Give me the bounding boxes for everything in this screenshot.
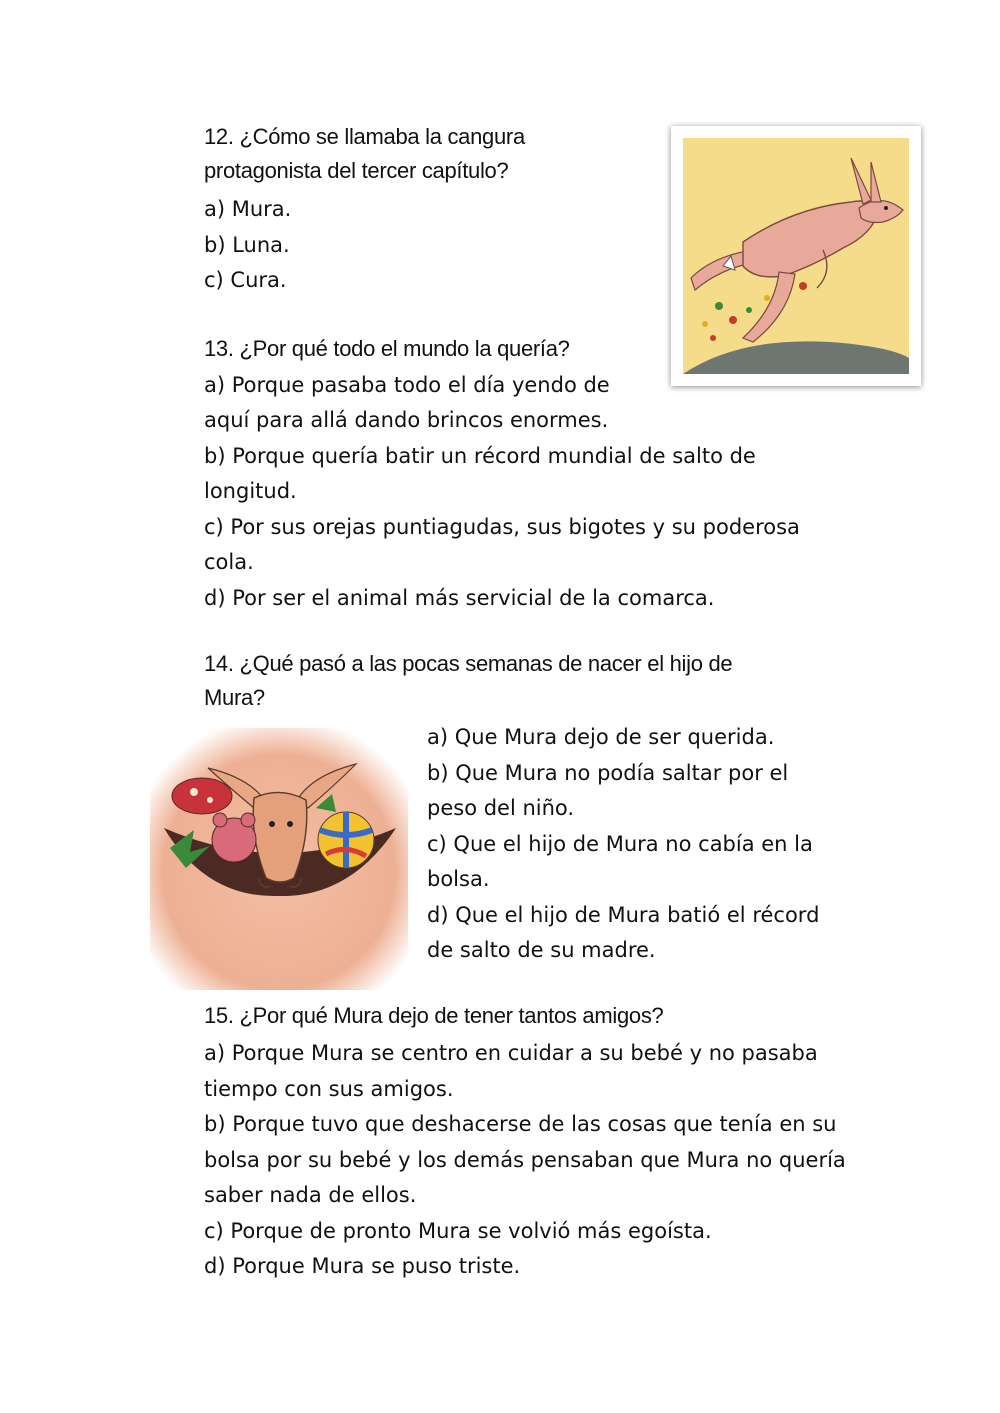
option-13-b[interactable]: b) Porque quería batir un récord mundial de salto de bbox=[204, 443, 756, 468]
option-13-d[interactable]: d) Por ser el animal más servicial de la comarca. bbox=[204, 585, 715, 610]
option-15-a-cont[interactable]: tiempo con sus amigos. bbox=[204, 1076, 454, 1101]
option-15-a[interactable]: a) Porque Mura se centro en cuidar a su bebé y no pasaba bbox=[204, 1041, 818, 1065]
option-15-b[interactable]: b) Porque tuvo que deshacerse de las cosas que tenía en su bbox=[204, 1112, 837, 1136]
question-15: 15. ¿Por qué Mura dejo de tener tantos amigos? bbox=[204, 1003, 664, 1028]
option-13-a[interactable]: a) Porque pasaba todo el día yendo de bbox=[204, 373, 610, 397]
option-14-c[interactable]: c) Que el hijo de Mura no cabía en la bbox=[427, 831, 813, 856]
question-13: 13. ¿Por qué todo el mundo la quería? bbox=[204, 336, 570, 361]
option-14-b-cont[interactable]: peso del niño. bbox=[427, 796, 575, 820]
option-14-c-cont[interactable]: bolsa. bbox=[427, 867, 490, 891]
option-12-a[interactable]: a) Mura. bbox=[204, 197, 292, 221]
question-14-line2: Mura? bbox=[204, 685, 265, 710]
kangaroo-jumping-image bbox=[671, 126, 921, 386]
kangaroo-illustration bbox=[683, 138, 909, 374]
pouch-illustration bbox=[150, 728, 408, 990]
option-15-b-cont[interactable]: bolsa por su bebé y los demás pensaban que Mura no quería bbox=[204, 1147, 846, 1172]
question-15-options bbox=[204, 1036, 854, 1285]
question-14-line1: 14. ¿Qué pasó a las pocas semanas de nacer el hijo de bbox=[204, 651, 733, 676]
question-14 bbox=[204, 647, 794, 715]
option-14-d-cont[interactable]: de salto de su madre. bbox=[427, 938, 656, 962]
option-12-c[interactable]: c) Cura. bbox=[204, 268, 287, 292]
question-12-options bbox=[204, 192, 291, 299]
question-13-options bbox=[204, 403, 804, 616]
question-14-options bbox=[427, 720, 857, 969]
question-12-line2: protagonista del tercer capítulo? bbox=[204, 158, 509, 183]
option-12-b[interactable]: b) Luna. bbox=[204, 232, 290, 257]
option-14-a[interactable]: a) Que Mura dejo de ser querida. bbox=[427, 725, 775, 749]
option-13-a-cont[interactable]: aquí para allá dando brincos enormes. bbox=[204, 408, 609, 432]
option-13-c[interactable]: c) Por sus orejas puntiagudas, sus bigotes y su poderosa bbox=[204, 514, 800, 539]
option-14-d[interactable]: d) Que el hijo de Mura batió el récord bbox=[427, 902, 820, 927]
kangaroo-pouch-image bbox=[150, 728, 408, 990]
option-15-c[interactable]: c) Porque de pronto Mura se volvió más egoísta. bbox=[204, 1218, 712, 1243]
option-13-b-cont[interactable]: longitud. bbox=[204, 479, 297, 503]
question-13-option-a-line1 bbox=[204, 368, 644, 404]
option-15-d[interactable]: d) Porque Mura se puso triste. bbox=[204, 1254, 521, 1278]
option-14-b[interactable]: b) Que Mura no podía saltar por el bbox=[427, 760, 789, 785]
option-15-b-cont2[interactable]: saber nada de ellos. bbox=[204, 1183, 417, 1207]
option-13-c-cont[interactable]: cola. bbox=[204, 550, 254, 574]
question-12-line1: 12. ¿Cómo se llamaba la cangura bbox=[204, 124, 525, 149]
question-12 bbox=[204, 120, 644, 188]
